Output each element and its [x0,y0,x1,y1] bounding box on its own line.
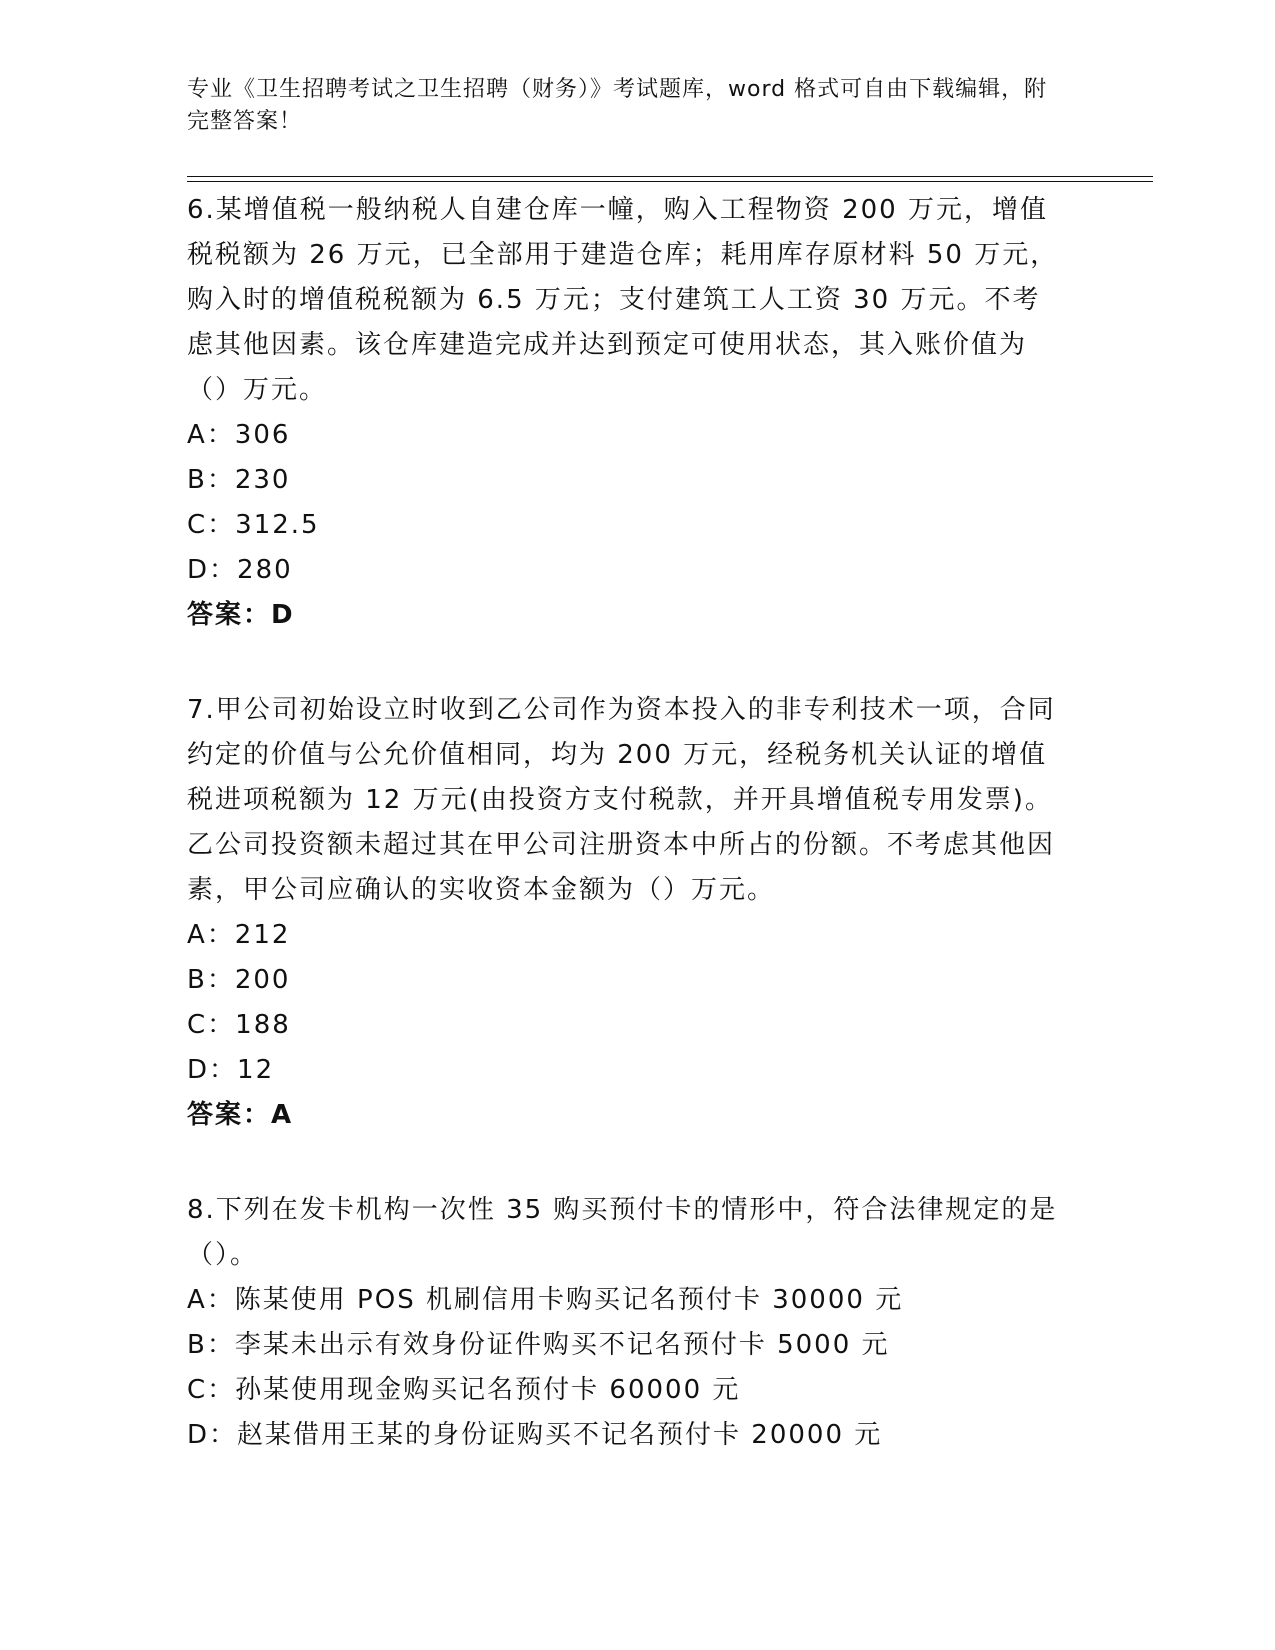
option-c: C：312.5 [187,510,320,540]
option-d: D：280 [187,555,293,585]
option-c: C：孙某使用现金购买记名预付卡 60000 元 [187,1375,741,1405]
answer-line: 答案：A [187,1100,294,1130]
question-7 [187,688,1067,1138]
question-6 [187,188,1067,638]
option-b: B：200 [187,965,291,995]
question-8 [187,1188,1067,1458]
answer-line: 答案：D [187,600,295,630]
option-a: A：306 [187,420,291,450]
question-stem: 7.甲公司初始设立时收到乙公司作为资本投入的非专利技术一项，合同约定的价值与公允价值相同，均为 200 万元，经税务机关认证的增值税进项税额为 12 万元(由投资方支付税款，并开具增值税专用发票)。乙公司投资额未超过其在甲公司注册资本中所占的份额。不考虑其他因素，甲公司应确认的实收资本金额为（）万元。 [187,695,1056,905]
question-stem: 8.下列在发卡机构一次性 35 购买预付卡的情形中，符合法律规定的是（）。 [187,1195,1058,1270]
option-d: D：12 [187,1055,275,1085]
page-header: 专业《卫生招聘考试之卫生招聘（财务）》考试题库，word 格式可自由下载编辑，附完整答案！ [187,77,1048,134]
option-c: C：188 [187,1010,291,1040]
option-d: D：赵某借用王某的身份证购买不记名预付卡 20000 元 [187,1420,883,1450]
option-b: B：230 [187,465,291,495]
option-a: A：陈某使用 POS 机刷信用卡购买记名预付卡 30000 元 [187,1285,904,1315]
header-divider [187,176,1153,177]
question-stem: 6.某增值税一般纳税人自建仓库一幢，购入工程物资 200 万元，增值税税额为 26 万元，已全部用于建造仓库；耗用库存原材料 50 万元，购入时的增值税税额为 6.5 万元；支付建筑工人工资 30 万元。不考虑其他因素。该仓库建造完成并达到预定可使用状态，其入账价值为（）万元。 [187,195,1059,405]
option-b: B：李某未出示有效身份证件购买不记名预付卡 5000 元 [187,1330,890,1360]
header-divider [187,181,1153,182]
option-a: A：212 [187,920,291,950]
